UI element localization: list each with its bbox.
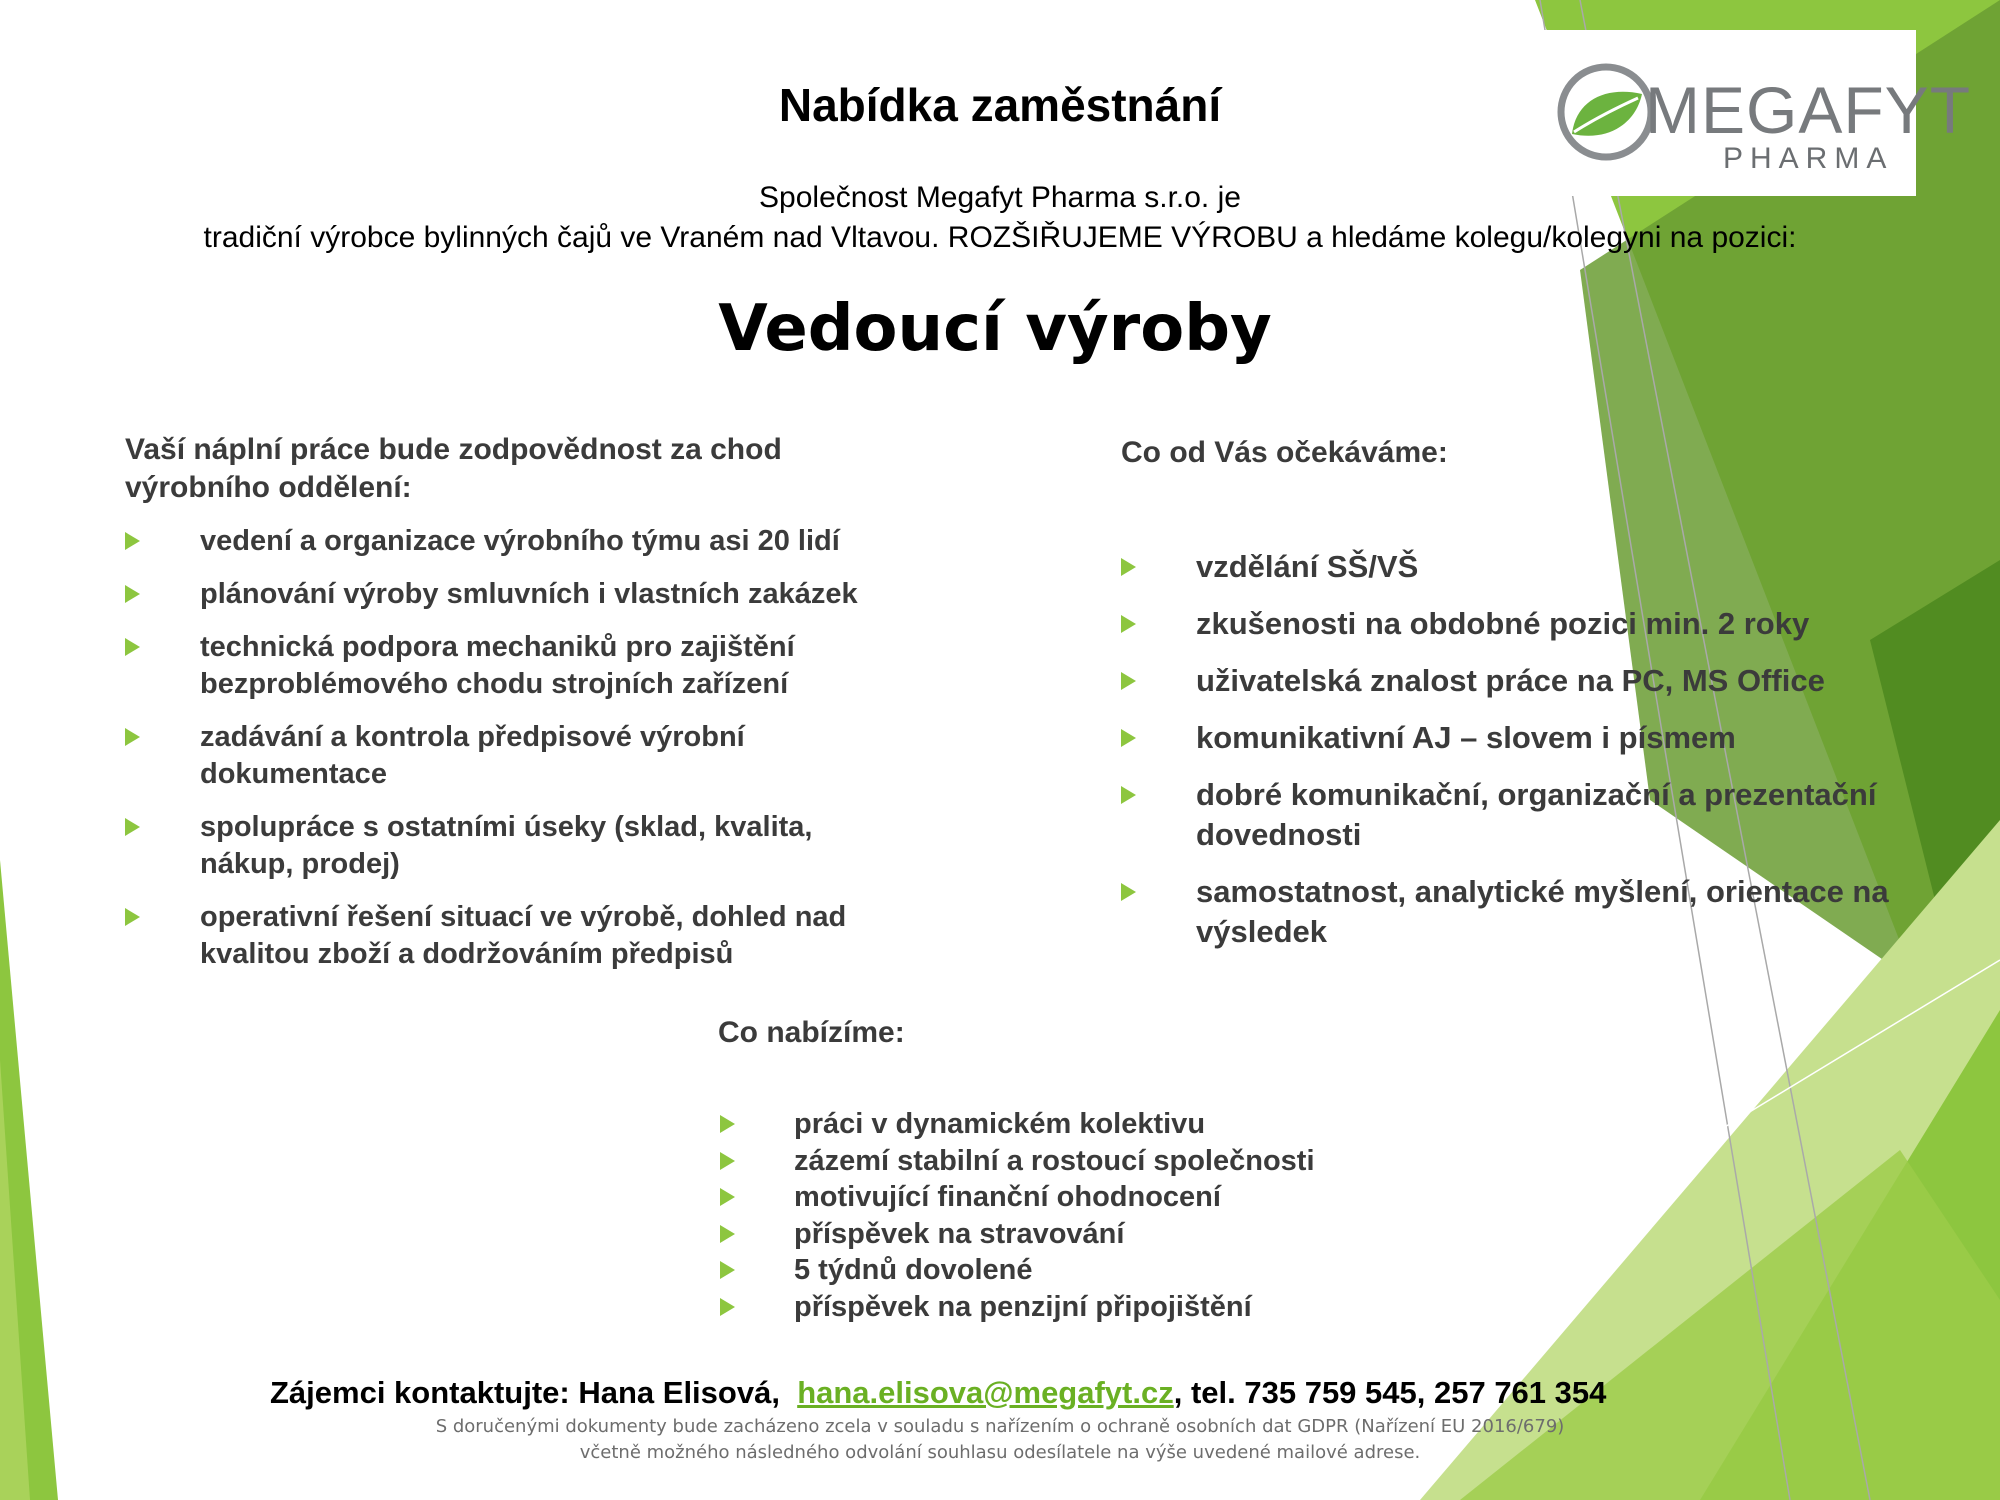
leaf-icon bbox=[1554, 60, 1658, 164]
intro-line-2: tradiční výrobce bylinných čajů ve Vraném nad Vltavou. ROZŠIŘUJEME VÝROBU a hledáme kolegu/kolegyni na pozici: bbox=[203, 221, 1797, 254]
list-item: vzdělání SŠ/VŠ bbox=[1121, 547, 1921, 587]
duties-list bbox=[125, 523, 905, 989]
bullet-arrow-icon bbox=[1121, 883, 1136, 901]
list-item: zázemí stabilní a rostoucí společnosti bbox=[720, 1143, 1420, 1180]
bullet-arrow-icon bbox=[1121, 729, 1136, 747]
contact-prefix: Zájemci kontaktujte: Hana Elisová, bbox=[270, 1375, 780, 1410]
intro-line-1: Společnost Megafyt Pharma s.r.o. je bbox=[759, 181, 1241, 214]
bullet-arrow-icon bbox=[720, 1188, 735, 1206]
bullet-arrow-icon bbox=[1121, 558, 1136, 576]
offer-list bbox=[720, 1106, 1420, 1325]
list-item: technická podpora mechaniků pro zajištění bezproblémového chodu strojních zařízení bbox=[125, 629, 905, 703]
bullet-arrow-icon bbox=[720, 1298, 735, 1316]
contact-line bbox=[270, 1375, 1770, 1411]
list-item: samostatnost, analytické myšlení, orientace na výsledek bbox=[1121, 872, 1921, 952]
bullet-arrow-icon bbox=[125, 728, 140, 746]
list-item: 5 týdnů dovolené bbox=[720, 1252, 1420, 1289]
list-item: příspěvek na stravování bbox=[720, 1216, 1420, 1253]
list-item: uživatelská znalost práce na PC, MS Office bbox=[1121, 661, 1921, 701]
bullet-arrow-icon bbox=[720, 1115, 735, 1133]
page-title: Nabídka zaměstnání bbox=[778, 79, 1222, 131]
bullet-arrow-icon bbox=[1121, 672, 1136, 690]
bullet-arrow-icon bbox=[720, 1152, 735, 1170]
list-item: vedení a organizace výrobního týmu asi 20 lidí bbox=[125, 523, 905, 560]
position-title: Vedoucí výroby bbox=[718, 292, 1272, 366]
duties-heading: Vaší náplní práce bude zodpovědnost za chod výrobního oddělení: bbox=[125, 433, 782, 504]
list-item: plánování výroby smluvních i vlastních zakázek bbox=[125, 576, 905, 613]
list-item: operativní řešení situací ve výrobě, dohled nad kvalitou zboží a dodržováním předpisů bbox=[125, 899, 905, 973]
list-item: zkušenosti na obdobné pozici min. 2 roky bbox=[1121, 604, 1921, 644]
offer-heading: Co nabízíme: bbox=[718, 1016, 905, 1049]
bullet-arrow-icon bbox=[125, 908, 140, 926]
contact-phones: , tel. 735 759 545, 257 761 354 bbox=[1173, 1375, 1607, 1410]
expectations-heading: Co od Vás očekáváme: bbox=[1121, 436, 1448, 469]
bullet-arrow-icon bbox=[125, 638, 140, 656]
bullet-arrow-icon bbox=[125, 818, 140, 836]
list-item: zadávání a kontrola předpisové výrobní dokumentace bbox=[125, 719, 905, 793]
list-item: komunikativní AJ – slovem i písmem bbox=[1121, 718, 1921, 758]
bullet-arrow-icon bbox=[125, 585, 140, 603]
logo-subtitle: PHARMA bbox=[1723, 142, 1894, 175]
gdpr-note-line-2: včetně možného následného odvolání souhlasu odesílatele na výše uvedené mailové adrese. bbox=[579, 1442, 1421, 1463]
expectations-list bbox=[1121, 547, 1921, 969]
company-logo bbox=[1540, 30, 1972, 196]
bullet-arrow-icon bbox=[720, 1225, 735, 1243]
list-item: spolupráce s ostatními úseky (sklad, kvalita, nákup, prodej) bbox=[125, 809, 905, 883]
bullet-arrow-icon bbox=[720, 1261, 735, 1279]
bullet-arrow-icon bbox=[1121, 786, 1136, 804]
list-item: příspěvek na penzijní připojištění bbox=[720, 1289, 1420, 1326]
logo-name: MEGAFYT bbox=[1645, 73, 1972, 147]
bullet-arrow-icon bbox=[125, 532, 140, 550]
contact-email-link[interactable]: hana.elisova@megafyt.cz bbox=[797, 1375, 1174, 1410]
list-item: práci v dynamickém kolektivu bbox=[720, 1106, 1420, 1143]
gdpr-note-line-1: S doručenými dokumenty bude zacházeno zcela v souladu s nařízením o ochraně osobních dat GDPR (Nařízení EU 2016/679) bbox=[435, 1416, 1565, 1437]
bullet-arrow-icon bbox=[1121, 615, 1136, 633]
list-item: motivující finanční ohodnocení bbox=[720, 1179, 1420, 1216]
list-item: dobré komunikační, organizační a prezentační dovednosti bbox=[1121, 775, 1921, 855]
